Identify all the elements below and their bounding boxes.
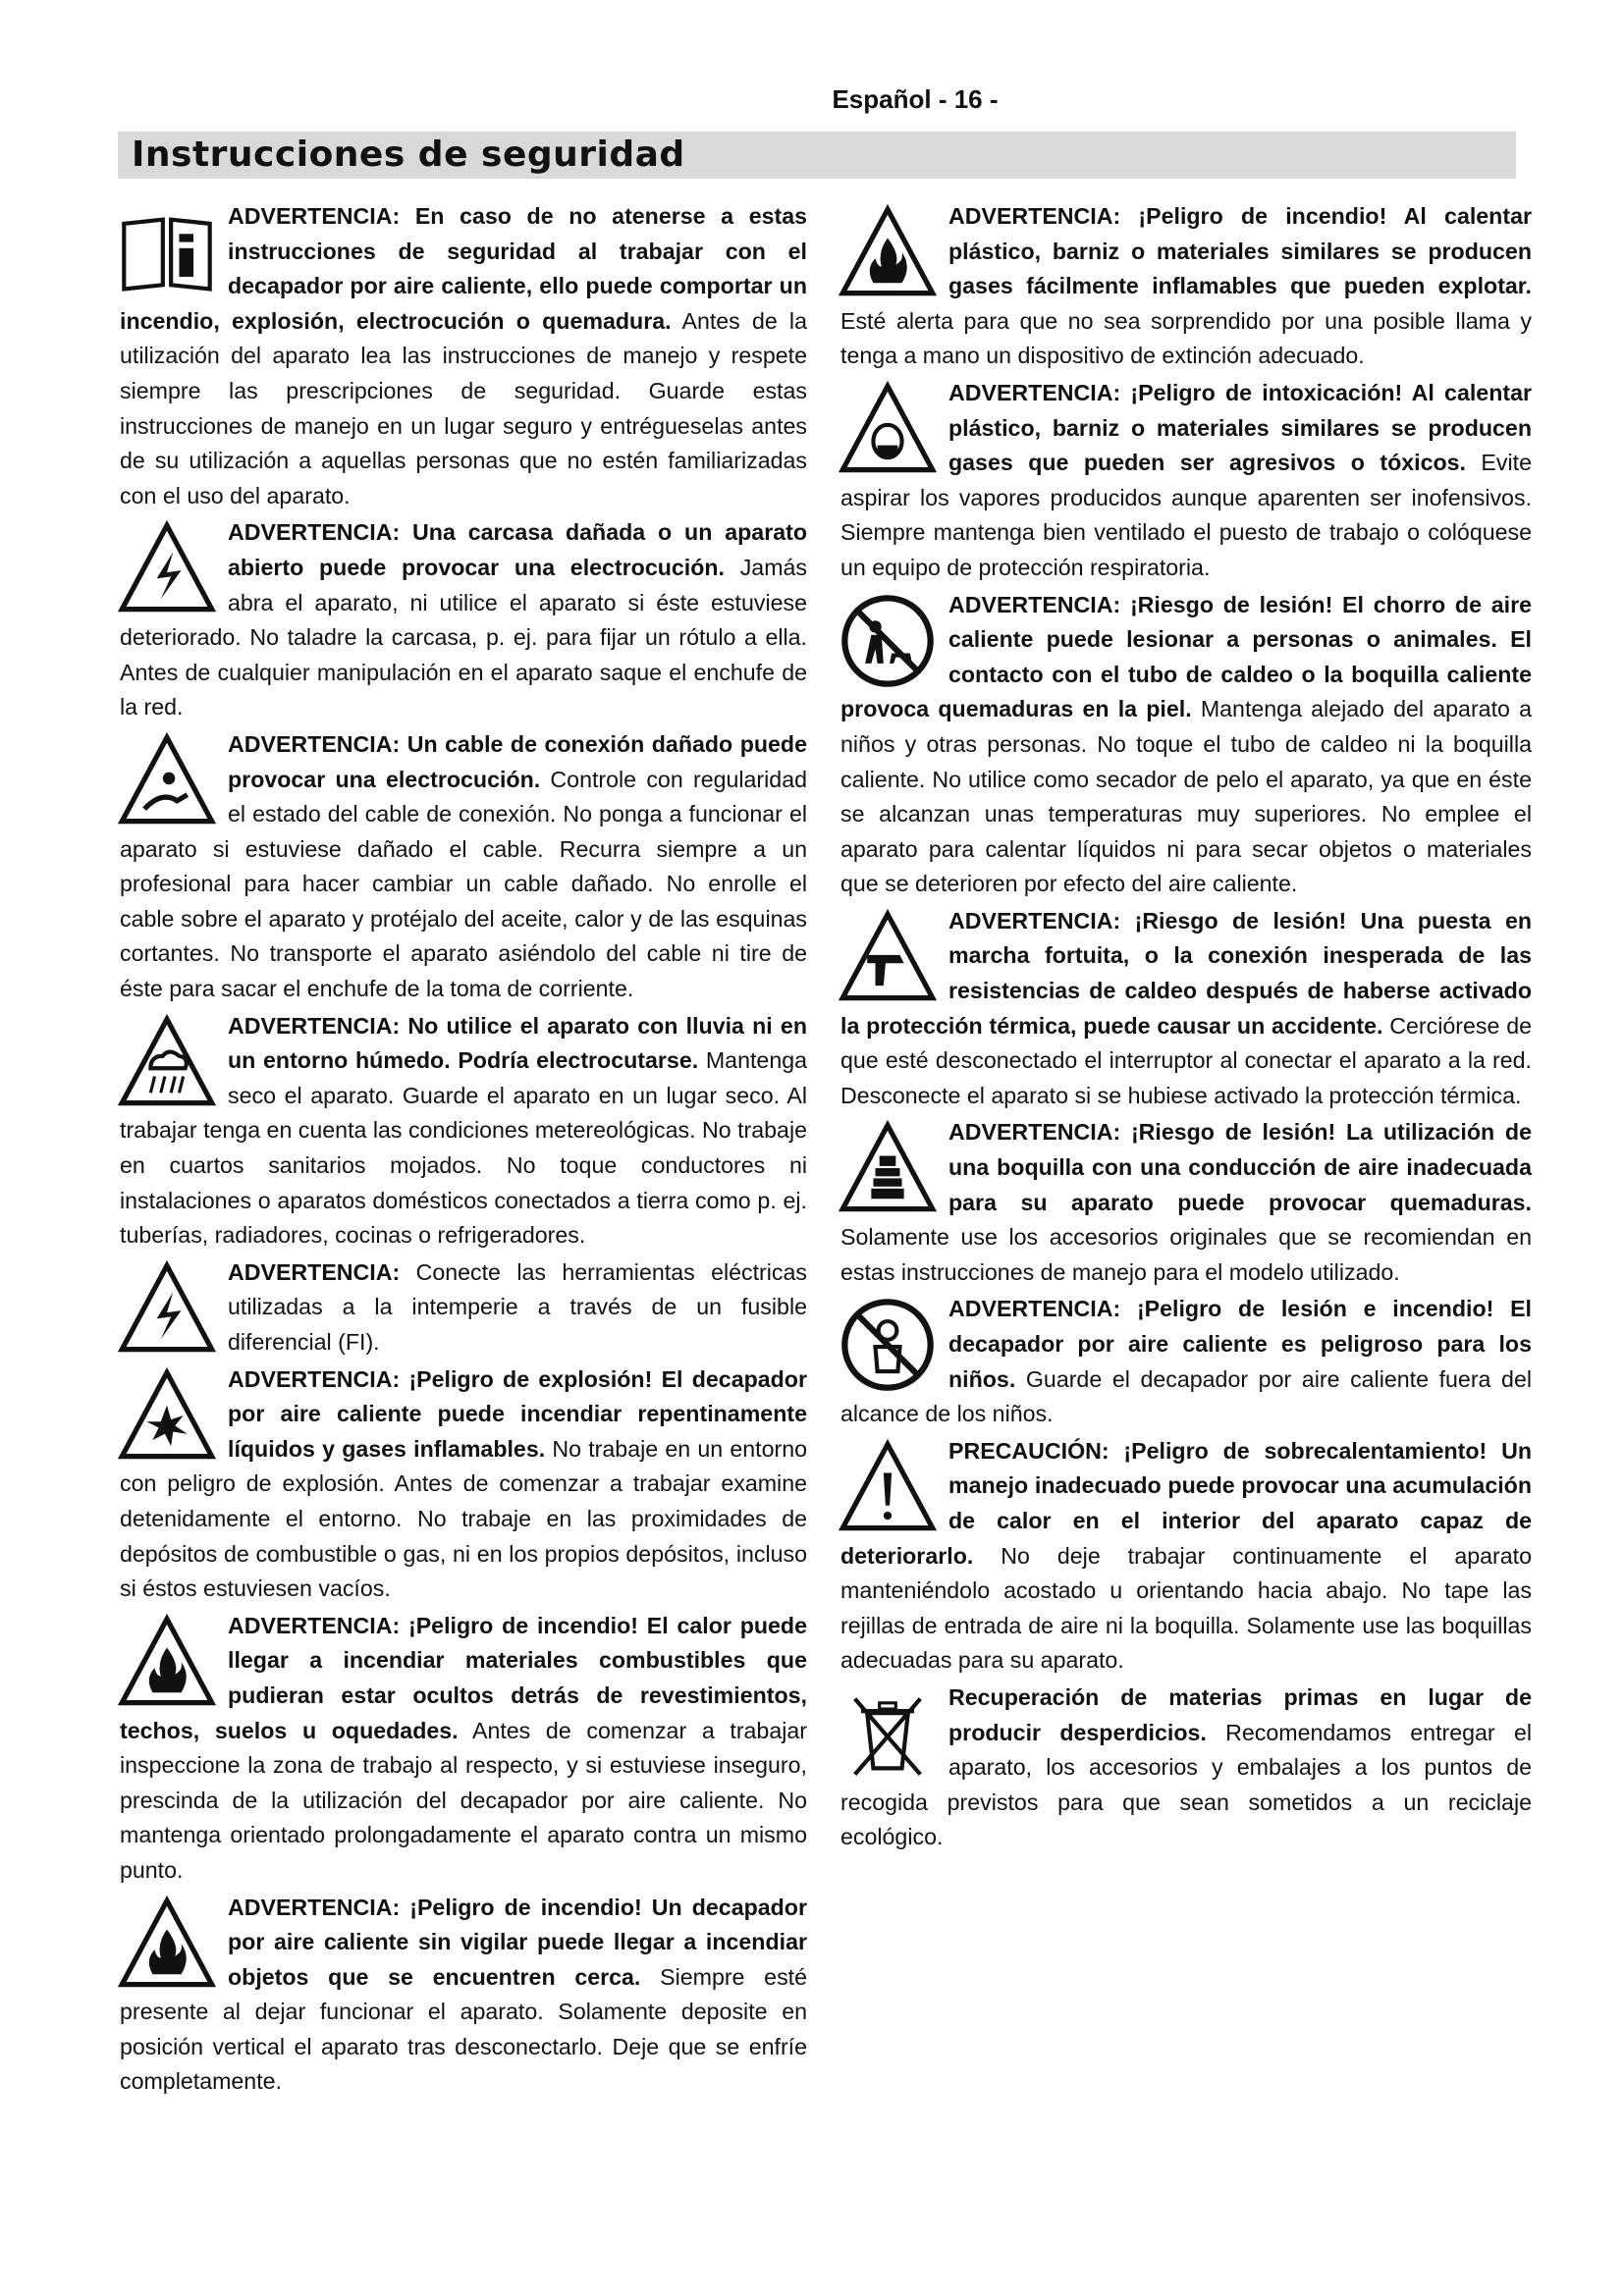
section-text: No trabaje en un entorno con peligro de explosión. Antes de comenzar a trabajar examine detenidamente el entorno. No trabaje en las proximidades de depósitos de combustible o gas, ni en los propios depósitos, incluso si éstos estuviesen vacíos. xyxy=(120,1435,807,1602)
section-text: Solamente use los accesorios originales que se recomiendan en estas instrucciones de manejo para el modelo utilizado. xyxy=(840,1224,1532,1285)
section-text: Esté alerta para que no sea sorprendido por una posible llama y tenga a mano un dispositivo de extinción adecuado. xyxy=(840,307,1532,369)
nozzle-warning-icon xyxy=(837,1117,939,1219)
section-text: Conecte las herramientas eléctricas utilizadas a la intemperie a través de un fusible diferencial (FI). xyxy=(228,1258,807,1355)
safety-section xyxy=(840,904,1532,1114)
section-bold: ADVERTENCIA: Un cable de conexión dañado puede provocar una electrocución. xyxy=(228,730,807,792)
safety-section xyxy=(120,1009,807,1254)
title-bar xyxy=(118,132,1516,179)
safety-section xyxy=(120,1255,807,1361)
safety-section xyxy=(840,1115,1532,1290)
fire-warning-icon xyxy=(837,201,939,303)
rain-warning-icon xyxy=(116,1011,218,1113)
toxic-fumes-warning-icon xyxy=(837,378,939,480)
section-bold: ADVERTENCIA: ¡Peligro de incendio! Un decapador por aire caliente sin vigilar puede llegar a incendiar objetos que se encuentren cerca. xyxy=(228,1894,807,1990)
safety-section xyxy=(120,515,807,725)
safety-section xyxy=(120,1891,807,2101)
section-text: Mantenga seco el aparato. Guarde el aparato en un lugar seco. Al trabajar tenga en cuenta las condiciones metereológicas. No trabaje en cuartos sanitarios mojados. No toque conductores ni instalaciones o aparatos domésticos conectados a tierra como p. ej. tuberías, radiadores, cocinas o refrigeradores. xyxy=(120,1047,808,1249)
fire-warning-icon xyxy=(116,1893,218,1995)
page-header: Español - 16 - xyxy=(832,84,999,114)
section-bold: ADVERTENCIA: Una carcasa dañada o un aparato abierto puede provocar una electrocución. xyxy=(228,519,807,580)
electric-shock-warning-icon xyxy=(116,1257,218,1360)
section-bold: Recuperación de materias primas en lugar de producir desperdicios. xyxy=(948,1683,1532,1745)
safety-section xyxy=(840,1434,1532,1679)
section-text: Recomendamos entregar el aparato, los accesorios y embalajes a los puntos de recogida previstos para que sean sometidos a un reciclaje ecológico. xyxy=(840,1719,1533,1850)
section-bold: PRECAUCIÓN: ¡Peligro de sobrecalentamiento! Un manejo inadecuado puede provocar una acumulación de calor en el interior del aparato capaz de deteriorarlo. xyxy=(840,1437,1532,1569)
safety-section xyxy=(840,588,1532,902)
crossed-bin-icon xyxy=(837,1682,939,1785)
fire-warning-icon xyxy=(116,1611,218,1713)
no-people-animals-icon xyxy=(837,590,939,692)
section-bold: ADVERTENCIA: ¡Peligro de explosión! El decapador por aire caliente puede incendiar repentinamente líquidos y gases inflamables. xyxy=(228,1365,807,1462)
section-text: Antes de comenzar a trabajar inspeccione la zona de trabajo al respecto, y si estuviese inseguro, prescinda de la utilización del decapador por aire caliente. No mantenga orientado prolongadamente el aparato contra un mismo punto. xyxy=(120,1717,807,1883)
section-text: Mantenga alejado del aparato a niños y otras personas. No toque el tubo de caldeo ni la boquilla caliente. No utilice como secador de pelo el aparato, ya que en éste se alcanzan unas temperaturas muy superiores. No emplee el aparato para calentar líquidos ni para secar objetos o materiales que se deterioren por efecto del aire caliente. xyxy=(840,696,1532,897)
section-bold: ADVERTENCIA: ¡Peligro de incendio! El calor puede llegar a incendiar materiales combustibles que pudieran estar ocultos detrás de revestimientos, techos, suelos u oquedades. xyxy=(120,1612,807,1743)
safety-section xyxy=(840,1292,1532,1431)
safety-section xyxy=(120,727,807,1007)
info-book-icon xyxy=(116,201,218,303)
safety-section xyxy=(840,199,1532,374)
safety-section xyxy=(120,199,807,513)
section-text: Antes de la utilización del aparato lea las instrucciones de manejo y respete siempre las prescripciones de seguridad. Guarde estas instrucciones de manejo en un lugar seguro y entrégueselas antes de su utilización a aquellas personas que no estén familiarizadas con el uso del aparato. xyxy=(120,307,807,508)
safety-section xyxy=(840,376,1532,586)
section-bold: ADVERTENCIA: ¡Peligro de intoxicación! Al calentar plástico, barniz o materiales similares se producen gases que pueden ser agresivos o tóxicos. xyxy=(948,379,1532,476)
left-column xyxy=(120,199,807,2102)
heat-gun-warning-icon xyxy=(837,906,939,1008)
exclamation-warning-icon xyxy=(837,1436,939,1538)
section-text: Jamás abra el aparato, ni utilice el aparato si éste estuviese deteriorado. No taladre la carcasa, p. ej. para fijar un rótulo a ella. Antes de cualquier manipulación en el aparato saque el enchufe de la red. xyxy=(120,554,807,721)
section-bold: ADVERTENCIA: xyxy=(228,1258,401,1285)
section-bold: ADVERTENCIA: En caso de no atenerse a estas instrucciones de seguridad al trabajar con el decapador por aire caliente, ello puede comportar un incendio, explosión, electrocución o quemadura. xyxy=(120,203,807,334)
right-column xyxy=(840,199,1532,1857)
section-text: Cerciórese de que esté desconectado el interruptor al conectar el aparato a la red. Desconecte el aparato si se hubiese activado la protección térmica. xyxy=(840,1012,1532,1108)
section-bold: ADVERTENCIA: ¡Riesgo de lesión! El chorro de aire caliente puede lesionar a personas o animales. El contacto con el tubo de caldeo o la boquilla caliente provoca quemaduras en la piel. xyxy=(840,591,1532,722)
section-bold: ADVERTENCIA: ¡Peligro de incendio! Al calentar plástico, barniz o materiales similares se producen gases fácilmente inflamables que pueden explotar. xyxy=(948,203,1532,299)
safety-section xyxy=(840,1681,1532,1855)
page-title: Instrucciones de seguridad xyxy=(132,134,685,175)
safety-section xyxy=(120,1609,807,1889)
section-text: Guarde el decapador por aire caliente fuera del alcance de los niños. xyxy=(840,1365,1532,1427)
electric-shock-warning-icon xyxy=(116,517,218,619)
section-bold: ADVERTENCIA: ¡Riesgo de lesión! La utilización de una boquilla con una conducción de aire inadecuada para su aparato puede provocar quemaduras. xyxy=(948,1119,1532,1215)
no-children-icon xyxy=(837,1294,939,1396)
section-text: Siempre esté presente al dejar funcionar el aparato. Solamente deposite en posición vertical el aparato tras desconectarlo. Deje que se enfríe completamente. xyxy=(120,1963,808,2095)
safety-section xyxy=(120,1362,807,1607)
section-text: No deje trabajar continuamente el aparato manteniéndolo acostado u orientando hacia abajo. No tape las rejillas de entrada de aire ni la boquilla. Solamente use las boquillas adecuadas para su aparato. xyxy=(840,1542,1532,1674)
section-text: Controle con regularidad el estado del cable de conexión. No ponga a funcionar el aparato si estuviese dañado el cable. Recurra siempre a un profesional para hacer cambiar un cable dañado. No enrolle el cable sobre el aparato y protéjalo del aceite, calor y de las esquinas cortantes. No transporte el aparato asiéndolo del cable ni tire de éste para sacar el enchufe de la toma de corriente. xyxy=(120,766,807,1002)
section-text: Evite aspirar los vapores producidos aunque aparenten ser inofensivos. Siempre mantenga bien ventilado el puesto de trabajo o colóquese un equipo de protección respiratoria. xyxy=(840,450,1532,580)
section-bold: ADVERTENCIA: ¡Riesgo de lesión! Una puesta en marcha fortuita, o la conexión inesperada de las resistencias de caldeo después de haberse activado la protección térmica, puede causar un accidente. xyxy=(840,907,1532,1039)
section-bold: ADVERTENCIA: ¡Peligro de lesión e incendio! El decapador por aire caliente es peligroso para los niños. xyxy=(948,1296,1532,1392)
damaged-cable-warning-icon xyxy=(116,729,218,831)
section-bold: ADVERTENCIA: No utilice el aparato con lluvia ni en un entorno húmedo. Podría electrocutarse. xyxy=(228,1012,807,1074)
explosion-warning-icon xyxy=(116,1364,218,1467)
